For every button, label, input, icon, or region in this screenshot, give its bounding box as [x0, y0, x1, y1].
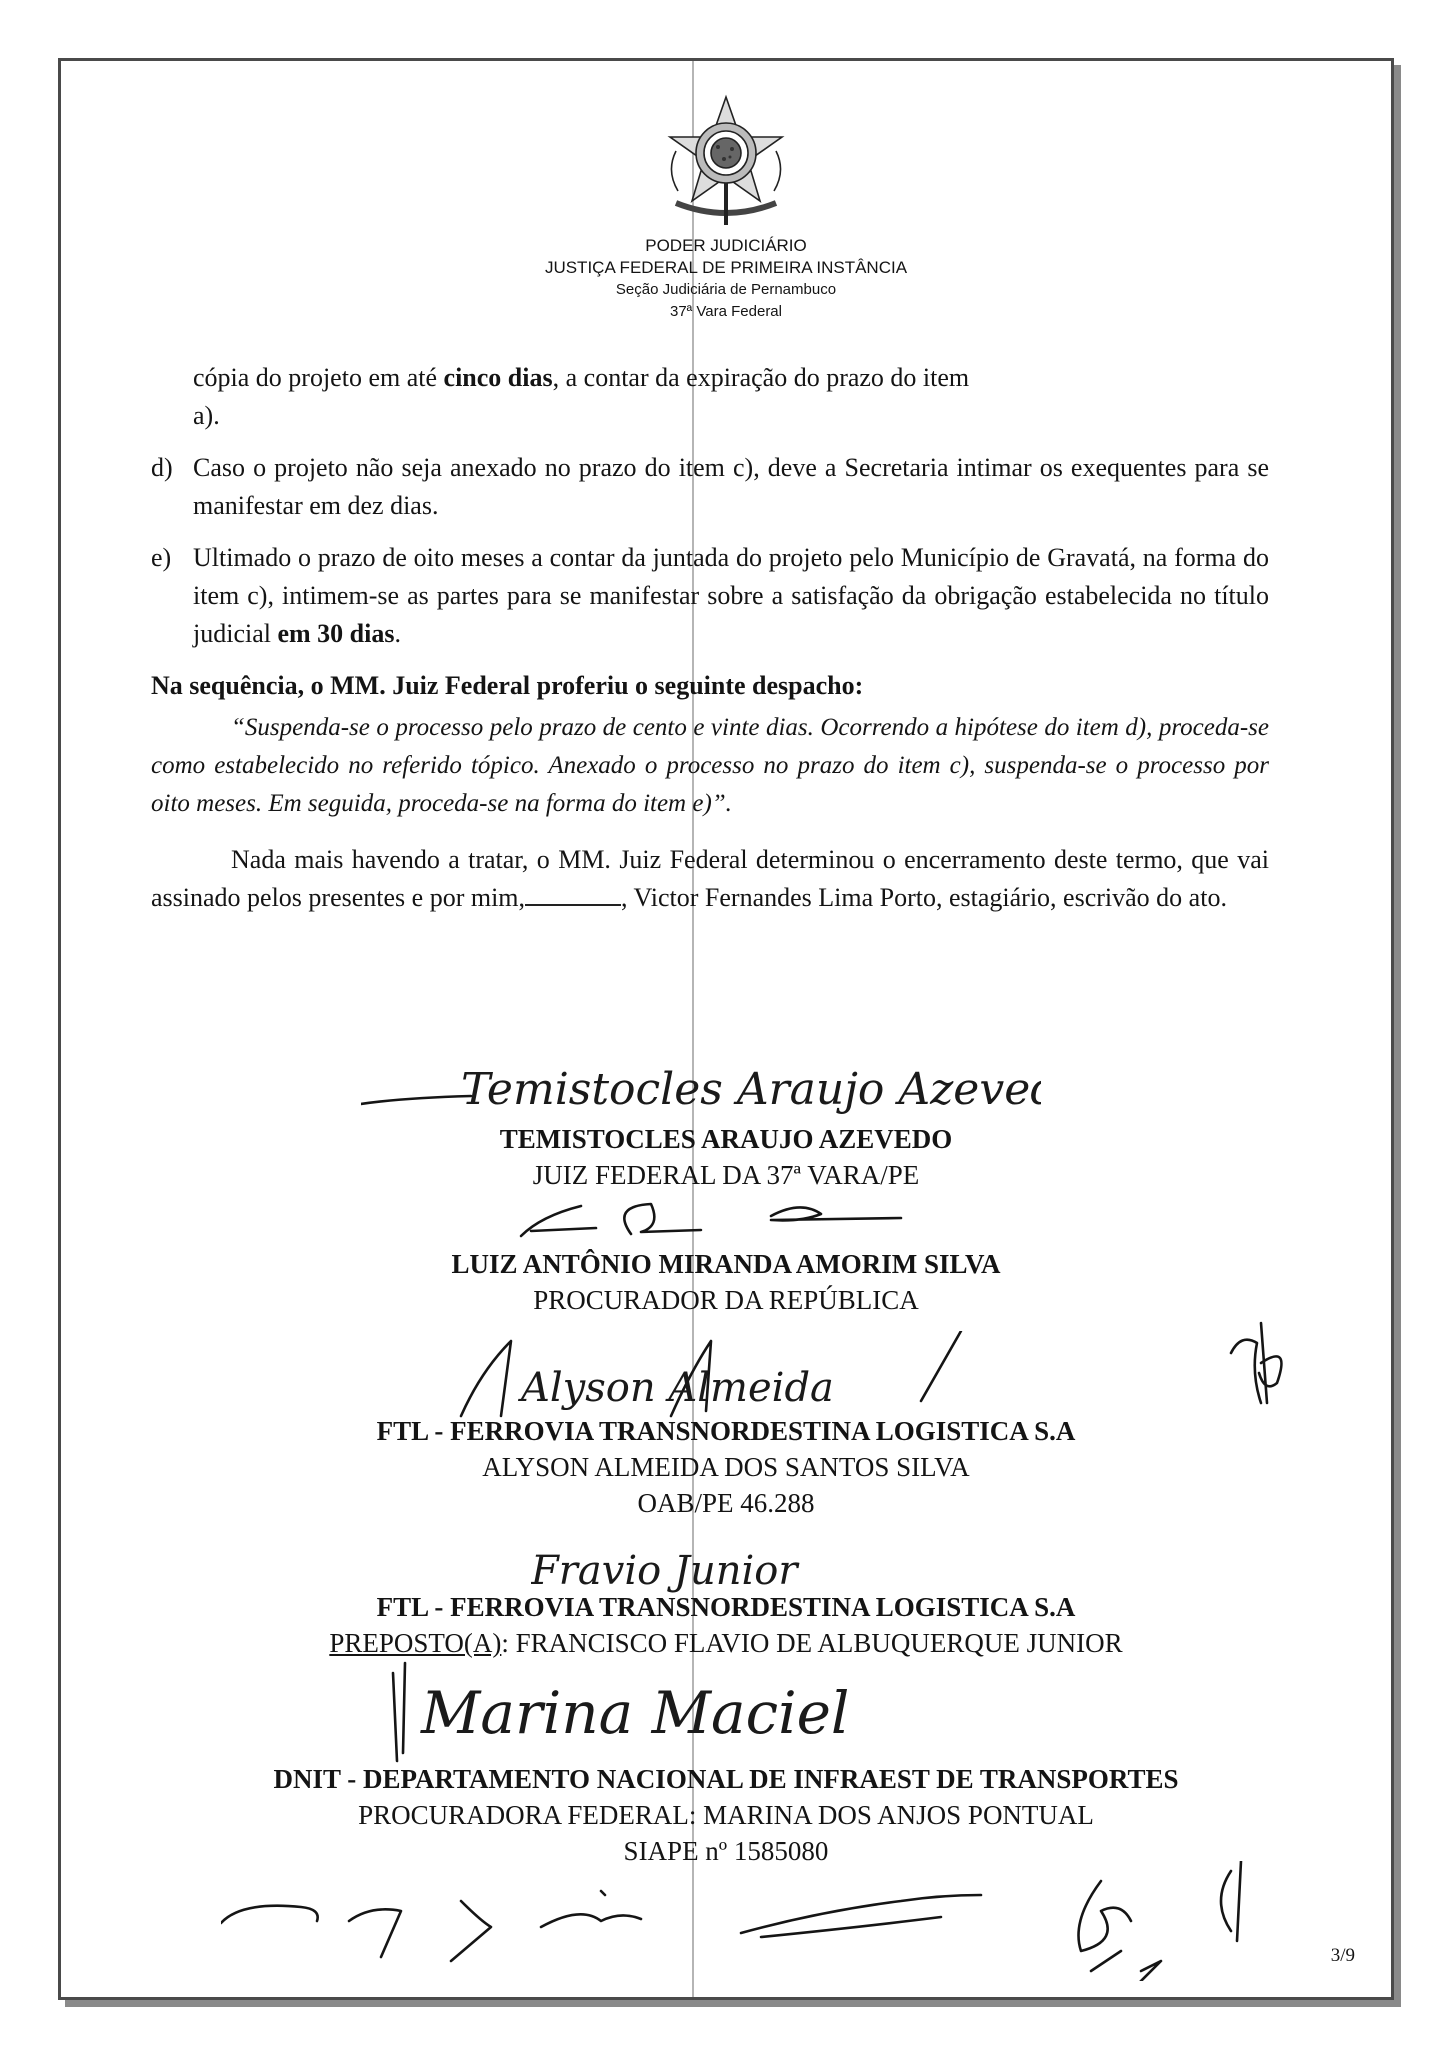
signatory-4 [61, 1589, 1391, 1661]
item-c-bold: cinco dias [443, 363, 553, 392]
signatory-4-role-prefix: PREPOSTO(A) [329, 1628, 502, 1658]
item-e-marker: e) [151, 543, 172, 572]
signatory-3-oab: OAB/PE 46.288 [637, 1488, 815, 1518]
handwritten-signature-2 [501, 1186, 921, 1246]
margin-initials-1 [1221, 1303, 1301, 1413]
signatory-2-role: PROCURADOR DA REPÚBLICA [533, 1285, 919, 1315]
scribe-initials-signature [525, 890, 621, 906]
signatory-3 [61, 1413, 1391, 1521]
handwritten-signature-3 [441, 1331, 1001, 1421]
page-number: 3/9 [1330, 1945, 1355, 1966]
item-e [151, 539, 1269, 653]
signatory-1 [61, 1121, 1391, 1193]
item-c-text-b: , a contar da expiração do prazo do item [552, 363, 970, 392]
item-e-end: . [394, 619, 401, 648]
brazil-coat-of-arms-icon [656, 91, 796, 229]
header-line-1: PODER JUDICIÁRIO [645, 236, 807, 255]
signatory-3-role: ALYSON ALMEIDA DOS SANTOS SILVA [482, 1452, 970, 1482]
closing-text-b: , Victor Fernandes Lima Porto, estagiário, escrivão do ato. [621, 883, 1227, 912]
handwritten-signature-4 [531, 1536, 891, 1596]
despacho-heading: Na sequência, o MM. Juiz Federal proferiu o seguinte despacho: [151, 671, 864, 700]
handwritten-signature-1 [361, 1046, 1041, 1126]
sig5-handwriting: Marina Maciel [421, 1679, 850, 1747]
header-line-4: 37ª Vara Federal [669, 303, 782, 320]
signatory-5 [61, 1761, 1391, 1869]
header-line-3: Seção Judiciária de Pernambuco [615, 281, 837, 298]
signatory-2 [61, 1246, 1391, 1318]
signatory-1-name: TEMISTOCLES ARAUJO AZEVEDO [499, 1124, 953, 1154]
closing-text-a: Nada mais havendo a tratar, o MM. Juiz Federal determinou o encerramento deste termo, que vai assinado pelos presentes e por mim, [151, 845, 1269, 912]
item-c-text-a: cópia do projeto em até [193, 363, 444, 392]
document-body [151, 359, 1269, 917]
header-line-2: JUSTIÇA FEDERAL DE PRIMEIRA INSTÂNCIA [544, 258, 908, 277]
signatory-5-role: PROCURADORA FEDERAL: MARINA DOS ANJOS PONTUAL [358, 1800, 1094, 1830]
signatory-4-role: : FRANCISCO FLAVIO DE ALBUQUERQUE JUNIOR [501, 1628, 1123, 1658]
sig4-handwriting: Fravio Junior [531, 1548, 798, 1594]
signatory-2-name: LUIZ ANTÔNIO MIRANDA AMORIM SILVA [451, 1249, 1001, 1279]
item-c-continuation [151, 359, 1269, 435]
letterhead [61, 91, 1391, 323]
item-d-text: Caso o projeto não seja anexado no prazo do item c), deve a Secretaria intimar os exequentes para se manifestar em dez dias. [193, 453, 1269, 520]
signatory-5-name: DNIT - DEPARTAMENTO NACIONAL DE INFRAEST DE TRANSPORTES [273, 1764, 1179, 1794]
bottom-initials-row [221, 1861, 1341, 1981]
item-c-text-c: a). [193, 401, 220, 430]
item-e-bold: em 30 dias [277, 619, 395, 648]
handwritten-signature-5 [391, 1653, 911, 1763]
document-page [58, 58, 1394, 2000]
signatory-5-siape: SIAPE nº 1585080 [623, 1836, 829, 1866]
closing-paragraph [151, 841, 1269, 917]
sig3-handwriting: Alyson Almeida [521, 1365, 834, 1411]
signatory-3-name: FTL - FERROVIA TRANSNORDESTINA LOGISTICA S.A [376, 1416, 1076, 1446]
sig1-handwriting: Temistocles Araujo Azevedo [461, 1064, 1041, 1115]
signatory-4-name: FTL - FERROVIA TRANSNORDESTINA LOGISTICA S.A [376, 1592, 1076, 1622]
signatory-1-role: JUIZ FEDERAL DA 37ª VARA/PE [532, 1160, 920, 1190]
item-d-marker: d) [151, 453, 173, 482]
item-e-text: Ultimado o prazo de oito meses a contar da juntada do projeto pelo Município de Gravatá, na forma do item c), intimem-se as partes para se manifestar sobre a satisfação da obrigação estabelecida no título judicial [193, 543, 1269, 648]
despacho-quote: “Suspenda-se o processo pelo prazo de cento e vinte dias. Ocorrendo a hipótese do item d), proceda-se como estabelecido no referido tópico. Anexado o processo no prazo do item c), suspenda-se o processo por oito meses. Em seguida, proceda-se na forma do item e)”. [151, 714, 1269, 817]
item-d [151, 449, 1269, 525]
